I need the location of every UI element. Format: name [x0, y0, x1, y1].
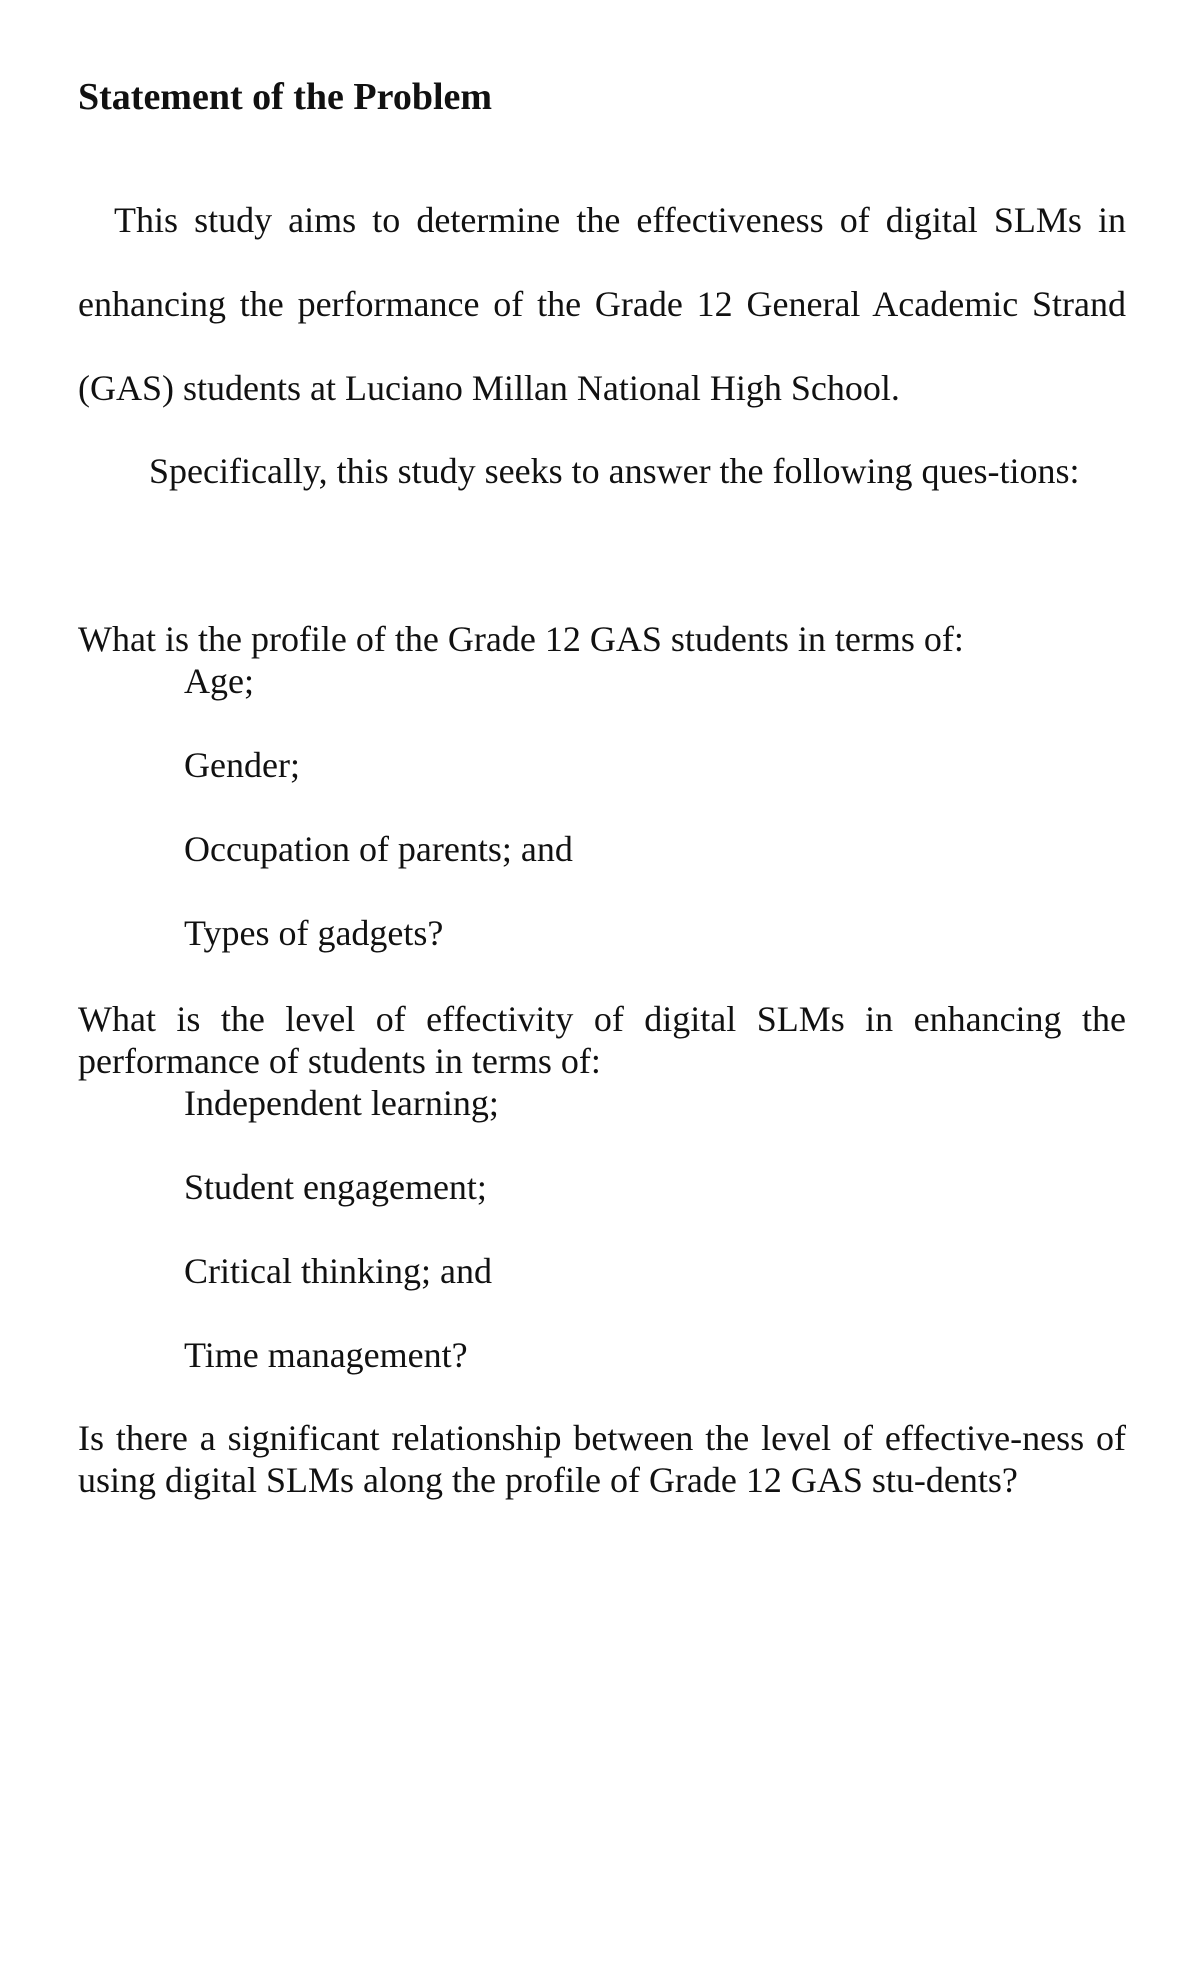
question-2-text: What is the level of effectivity of digital SLMs in enhancing the performance of students in terms of:	[78, 999, 1126, 1081]
section-heading: Statement of the Problem	[78, 76, 493, 118]
question-2-sublist	[184, 1082, 499, 1418]
list-item: Occupation of parents; and	[184, 829, 573, 869]
question-1-text: What is the profile of the Grade 12 GAS students in terms of:	[78, 619, 964, 659]
list-item: Age;	[184, 661, 254, 701]
list-item: Independent learning;	[184, 1083, 499, 1123]
list-item: Time management?	[184, 1335, 468, 1375]
list-item: Critical thinking; and	[184, 1251, 492, 1291]
intro-paragraph: This study aims to determine the effectiveness of digital SLMs in enhancing the performance of the Grade 12 General Academic Strand (GAS) students at Luciano Millan National High School.	[78, 200, 1126, 408]
list-item: Student engagement;	[184, 1167, 487, 1207]
question-1-sublist	[184, 660, 573, 996]
list-item: Gender;	[184, 745, 300, 785]
specific-questions-intro: Specifically, this study seeks to answer the following ques-tions:	[149, 451, 1080, 491]
question-3-text: Is there a significant relationship between the level of effective-ness of using digital SLMs along the profile of Grade 12 GAS stu-dents?	[78, 1418, 1126, 1500]
list-item: Types of gadgets?	[184, 913, 444, 953]
